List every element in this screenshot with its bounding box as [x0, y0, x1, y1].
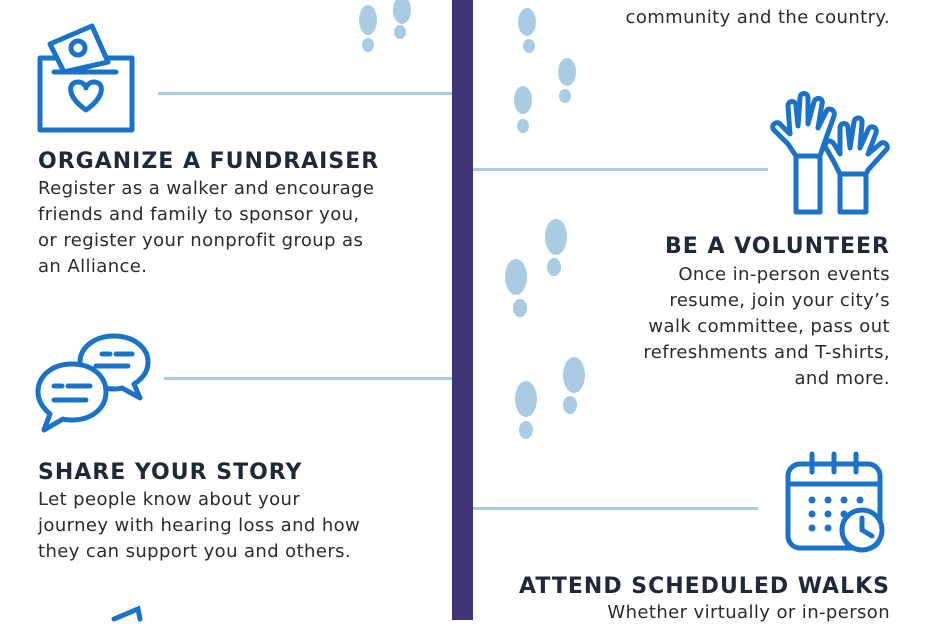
top-right-text: community and the country.: [625, 7, 890, 28]
partial-icon: [110, 605, 150, 620]
description-line: resume, join your city’s: [669, 290, 890, 311]
description-line: Whether virtually or in-person: [607, 602, 890, 623]
raised-hands-icon: [768, 92, 896, 216]
attend-walks-heading: ATTEND SCHEDULED WALKS: [519, 574, 890, 599]
fundraiser-description: [38, 176, 374, 280]
connector-line: [158, 92, 452, 95]
attend-walks-description: [607, 600, 890, 626]
footprints-icon: [505, 0, 585, 140]
description-line: journey with hearing loss and how: [38, 515, 361, 536]
description-line: friends and family to sponsor you,: [38, 204, 360, 225]
description-line: and more.: [794, 368, 890, 389]
volunteer-heading: BE A VOLUNTEER: [665, 234, 890, 259]
share-story-heading: SHARE YOUR STORY: [38, 460, 303, 485]
timeline-divider: [452, 0, 473, 620]
footprints-icon: [498, 215, 598, 445]
description-line: walk committee, pass out: [648, 316, 890, 337]
description-line: or register your nonprofit group as: [38, 230, 364, 251]
description-line: they can support you and others.: [38, 541, 352, 562]
footprints-icon: [350, 0, 430, 60]
share-story-description: [38, 487, 360, 565]
donation-box-icon: [36, 22, 136, 134]
description-line: refreshments and T-shirts,: [643, 342, 890, 363]
description-line: Once in-person events: [678, 264, 890, 285]
connector-line: [473, 507, 758, 510]
chat-bubbles-icon: [36, 332, 156, 436]
calendar-clock-icon: [782, 450, 892, 556]
volunteer-description: [643, 262, 890, 392]
description-line: Let people know about your: [38, 489, 301, 510]
connector-line: [164, 377, 452, 380]
description-line: an Alliance.: [38, 256, 148, 277]
fundraiser-heading: ORGANIZE A FUNDRAISER: [38, 149, 380, 174]
description-line: Register as a walker and encourage: [38, 178, 375, 199]
connector-line: [473, 168, 768, 171]
